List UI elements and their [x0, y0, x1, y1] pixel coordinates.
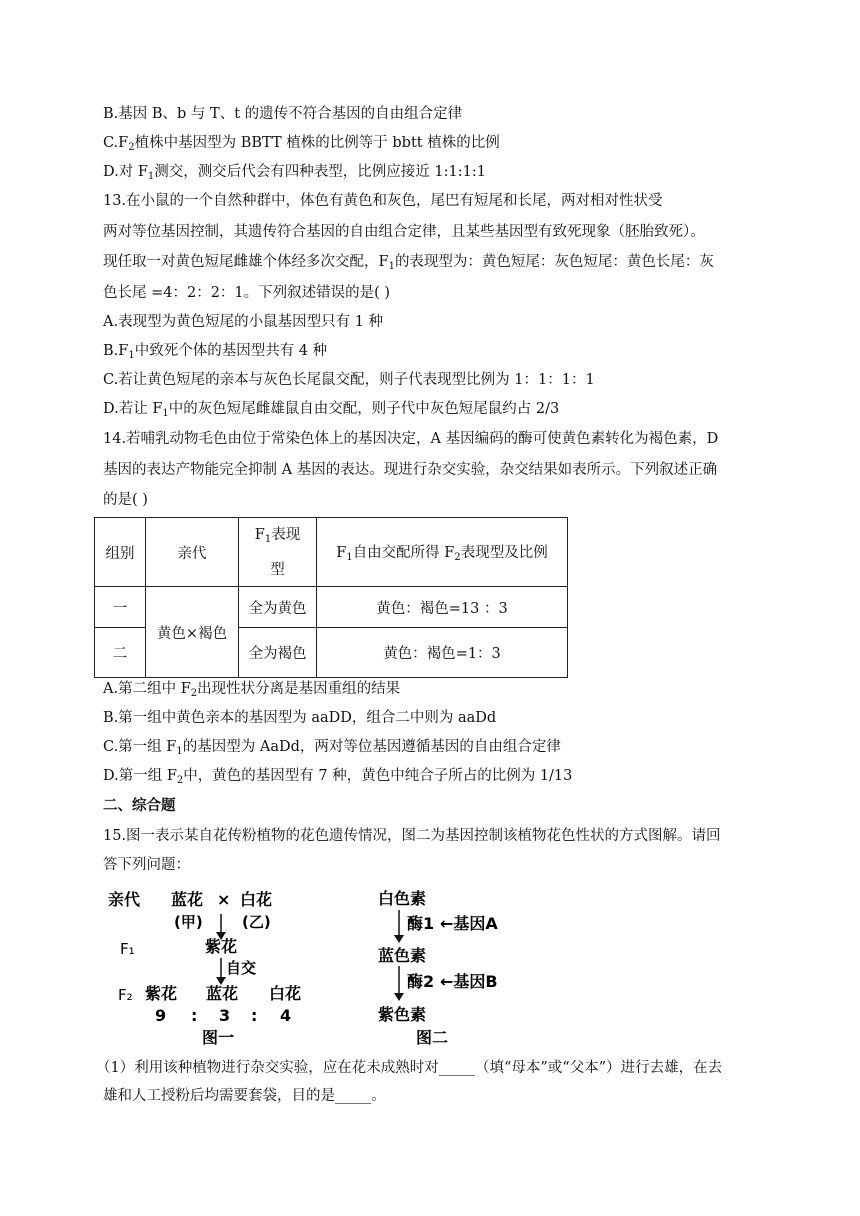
ratio-colon-2: : — [251, 1006, 258, 1025]
q12-option-c: $C.F_2$植株中基因型为 BBTT 植株的比例等于 bbtt 植株的比例 — [103, 135, 500, 153]
f1-label: F₁ — [120, 940, 135, 958]
parent-blue-flower: 蓝花 — [171, 890, 204, 909]
header-f1: $F_1$表现 型 — [239, 518, 317, 587]
q14-stem-line2: 基因的表达产物能完全抑制 A 基因的表达。现进行杂交实验，杂交结果如表所示。下列叙述正确 — [103, 462, 718, 478]
q13-stem-line2: 两对等位基因控制，其遗传符合基因的自由组合定律，且某些基因型有致死现象（胚胎致死）。 — [103, 224, 705, 240]
q14-option-d: D.第一组 $F_2$中，黄色的基因型有 7 种，黄色中纯合子所占的比例为 1/13 — [103, 768, 573, 786]
cell-group: 一 — [95, 587, 146, 628]
f1-purple-flower: 紫花 — [205, 937, 238, 956]
ratio-colon-1: : — [191, 1006, 198, 1025]
q15-stem-line2: 答下列问题： — [103, 857, 190, 873]
f2-label: F₂ — [118, 986, 133, 1004]
purple-pigment: 紫色素 — [378, 1005, 427, 1024]
parent-tag-jia: (甲) — [174, 913, 203, 931]
table-row — [95, 587, 568, 628]
q13-option-d: D.若让 $F_1$中的灰色短尾雌雄鼠自由交配，则子代中灰色短尾鼠约占 2/3 — [103, 401, 560, 419]
q13-option-b: $B.F_1$中致死个体的基因型共有 4 种 — [103, 343, 328, 361]
parent-tag-yi: (乙) — [242, 913, 271, 931]
q14-stem-line3: 的是( ) — [103, 492, 148, 508]
q14-option-b: B.第一组中黄色亲本的基因型为 aaDD，组合二中则为 aaDd — [103, 710, 497, 726]
q14-option-c: C.第一组 $F_1$的基因型为 AaDd，两对等位基因遵循基因的自由组合定律 — [103, 739, 561, 757]
q12-option-d: D.对 $F_1$测交，测交后代会有四种表型，比例应接近 1:1:1:1 — [103, 164, 486, 182]
q15-stem-line1: 15.图一表示某自花传粉植物的花色遗传情况，图二为基因控制该植物花色性状的方式图解。请回 — [103, 828, 721, 844]
q15-sub1-line2: 雄和人工授粉后均需要套袋，目的是_____。 — [103, 1088, 386, 1104]
q14-stem-line1: 14.若哺乳动物毛色由位于常染色体上的基因决定，A 基因编码的酶可使黄色素转化为褐色素，D — [103, 431, 719, 447]
white-pigment: 白色素 — [378, 889, 427, 908]
f2-white: 白花 — [269, 984, 302, 1003]
enzyme1-arrow-head — [394, 935, 404, 943]
enzyme-1: 酶1 — [407, 914, 435, 933]
figure-1-diagram — [104, 882, 334, 1047]
enzyme-2: 酶2 — [407, 972, 435, 991]
cell-group: 二 — [95, 628, 146, 678]
ratio-9: 9 — [155, 1006, 167, 1025]
q13-stem-line3: 现任取一对黄色短尾雌雄个体经多次交配，$F_1$的表现型为：黄色短尾：灰色短尾：黄色长尾：灰 — [103, 254, 714, 272]
figure-2-caption: 图二 — [416, 1028, 449, 1047]
figure-2-diagram — [372, 882, 512, 1047]
selfing-label: 自交 — [226, 959, 257, 977]
ratio-3: 3 — [219, 1006, 231, 1025]
q14-option-a: A.第二组中 $F_2$出现性状分离是基因重组的结果 — [103, 681, 401, 699]
header-parent: 亲代 — [146, 518, 239, 587]
figure-1-caption: 图一 — [202, 1028, 235, 1047]
parent-white-flower: 白花 — [240, 890, 273, 909]
header-group: 组别 — [95, 518, 146, 587]
q13-option-a: A.表现型为黄色短尾的小鼠基因型只有 1 种 — [103, 314, 384, 330]
section-title: 二、综合题 — [103, 798, 176, 814]
gene-a-label: ←基因A — [440, 914, 498, 933]
cell-parent-merged: 黄色×褐色 — [146, 587, 239, 678]
parent-label: 亲代 — [108, 890, 141, 909]
q15-sub1-line1: （1）利用该种植物进行杂交实验，应在花未成熟时对_____（填“母本”或“父本”）进行去雄，在去 — [96, 1060, 723, 1076]
q14-results-table — [94, 517, 568, 678]
ratio-4: 4 — [280, 1006, 292, 1025]
cell-f2: 黄色：褐色=13 ：3 — [317, 587, 568, 628]
blue-pigment: 蓝色素 — [378, 946, 427, 965]
q13-option-c: C.若让黄色短尾的亲本与灰色长尾鼠交配，则子代表现型比例为 1：1：1：1 — [103, 372, 595, 388]
cross-symbol: × — [217, 890, 231, 909]
q13-stem-line4: 色长尾 =4：2：2：1。下列叙述错误的是( ) — [103, 285, 391, 301]
header-f2: $F_1$自由交配所得 $F_2$表现型及比例 — [317, 518, 568, 587]
f2-purple: 紫花 — [145, 984, 178, 1003]
cell-f1: 全为黄色 — [239, 587, 317, 628]
q13-stem-line1: 13.在小鼠的一个自然种群中，体色有黄色和灰色，尾巴有短尾和长尾，两对相对性状受 — [103, 193, 663, 209]
cell-f2: 黄色：褐色=1：3 — [317, 628, 568, 678]
f2-blue: 蓝花 — [206, 984, 239, 1003]
cell-f1: 全为褐色 — [239, 628, 317, 678]
q12-option-b: B.基因 B、b 与 T、t 的遗传不符合基因的自由组合定律 — [103, 106, 463, 122]
gene-b-label: ←基因B — [440, 972, 498, 991]
enzyme2-arrow-head — [394, 993, 404, 1001]
